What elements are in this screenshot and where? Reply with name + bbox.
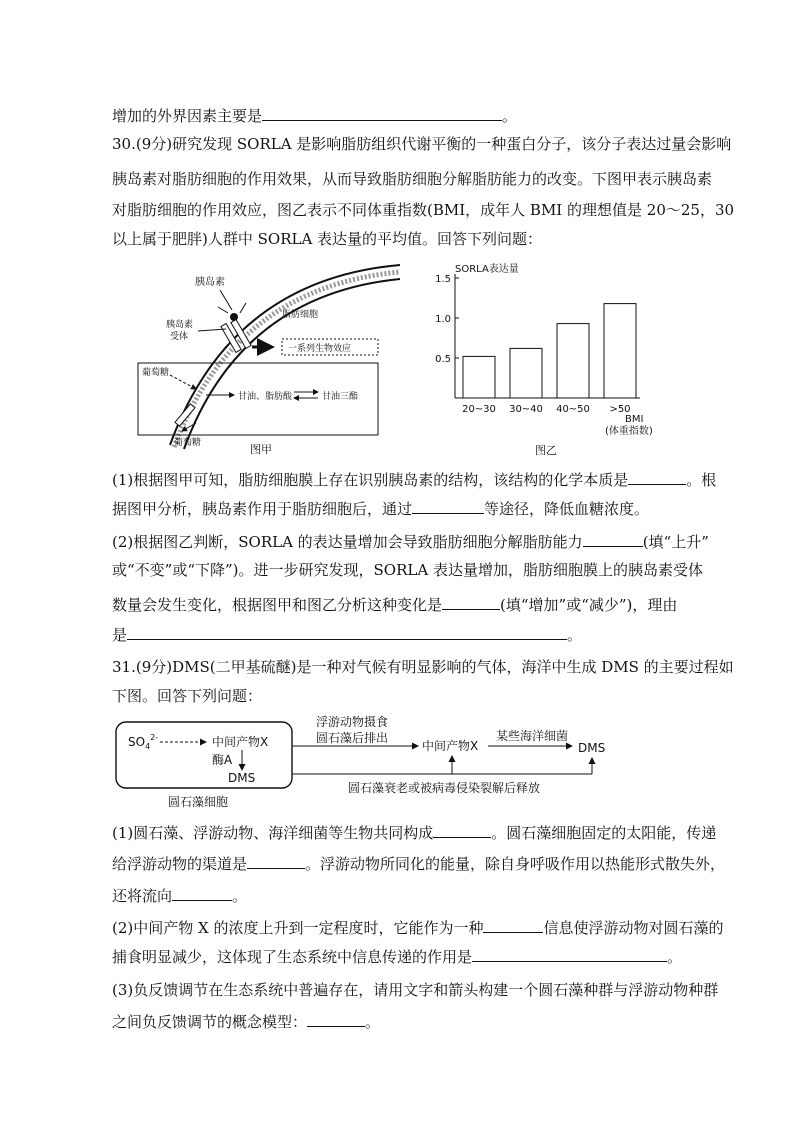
question-30-line: 对脂肪细胞的作用效应，图乙表示不同体重指数(BMI，成年人 BMI 的理想值是 20～25，30 [112,201,735,219]
text-line: (1)根据图甲可知，脂肪细胞膜上存在识别胰岛素的结构，该结构的化学本质是 。根 [112,471,717,489]
x-tick-label: 20~30 [462,404,496,415]
text-line: 是 。 [112,626,583,644]
y-tick-label: 1.0 [435,314,451,325]
x-tick-label: 40~50 [556,404,590,415]
question-30-line: 30.(9分)研究发现 SORLA 是影响脂肪组织代谢平衡的一种蛋白分子，该分子表达过量会影响 [112,135,732,153]
insulin-label: 胰岛素 [195,277,225,288]
text-line: 或“不变”或“下降”)。进一步研究发现，SORLA 表达量增加，脂肪细胞膜上的胰岛素受体 [112,561,703,579]
text-line: 之间负反馈调节的概念模型： 。 [112,1013,381,1031]
svg-text:甘油三酯: 甘油三酯 [322,392,359,402]
dms-2: DMS [578,741,606,755]
text-line: 据图甲分析，胰岛素作用于脂肪细胞后，通过 等途径，降低血糖浓度。 [112,500,650,518]
y-tick-label: 0.5 [435,354,451,365]
svg-text:受体: 受体 [170,332,189,342]
question-30-line: 胰岛素对脂肪细胞的作用效果，从而导致脂肪细胞分解脂肪能力的改变。下图甲表示胰岛素 [112,170,713,188]
text-line: 还将流向 。 [112,887,248,905]
answer-blank[interactable] [127,625,567,640]
answer-blank[interactable] [442,595,500,610]
svg-text:葡萄糖: 葡萄糖 [142,368,170,378]
coccolith-cell-label: 圆石藻细胞 [168,795,229,809]
svg-text:甘油、脂肪酸: 甘油、脂肪酸 [238,392,293,402]
bar [604,304,636,398]
figure-jia-caption: 图甲 [250,443,272,455]
question-30-line: 以上属于肥胖)人群中 SORLA 表达量的平均值。回答下列问题： [112,230,543,248]
marine-bacteria-label: 某些海洋细菌 [496,729,569,743]
text-line: (3)负反馈调节在生态系统中普遍存在，请用文字和箭头构建一个圆石藻种群与浮游动物种群 [112,981,719,999]
coccolith-cell-box [116,722,292,788]
dms-1: DMS [228,771,256,785]
y-tick-label: 1.5 [435,274,451,285]
text: 增加的外界因素主要是 [112,107,263,125]
text-line: 数量会发生变化，根据图甲和图乙分析这种变化是 (填“增加”或“减少”)，理由 [112,596,678,614]
answer-blank[interactable] [583,532,643,547]
answer-blank[interactable] [247,854,305,869]
so4-label: $SO_4^{2-}$ [128,733,159,751]
arrow-label-zooplankton-1: 浮游动物摄食 [316,715,389,729]
cell-label: 脂肪细胞 [282,310,319,320]
answer-blank[interactable] [483,918,543,933]
x-tick-label: >50 [609,404,631,415]
bottom-arrow-label: 圆石藻衰老或被病毒侵染裂解后释放 [348,781,541,795]
text-line: 捕食明显减少，这体现了生态系统中信息传递的作用是 。 [112,948,683,966]
answer-blank[interactable] [472,947,667,962]
answer-blank[interactable] [172,886,232,901]
answer-blank[interactable] [628,470,686,485]
intermediate-x-2: 中间产物X [422,739,479,753]
enzyme-a-label: 酶A [212,753,233,767]
chart-title: SORLA表达量 [455,264,519,275]
text-line: 给浮游动物的渠道是 。浮游动物所同化的能量，除自身呼吸作用以热能形式散失外， [112,855,726,873]
bar [463,356,495,398]
x-tick-label: 30~40 [509,404,543,415]
x-axis-label: BMI [625,414,644,425]
text: 。 [502,107,518,125]
receptor-label: 胰岛素 [166,320,194,330]
answer-blank[interactable] [307,1012,365,1027]
text-line: (2)中间产物 X 的浓度上升到一定程度时，它能作为一种 信息使浮游动物对圆石藻的 [112,919,724,937]
intermediate-x-1: 中间产物X [212,735,269,749]
figure-jia [110,255,420,455]
svg-text:葡萄糖: 葡萄糖 [174,438,202,448]
bar [557,324,589,398]
text-line [112,106,517,125]
bar [510,348,542,398]
svg-text:一系列生物效应: 一系列生物效应 [288,344,352,354]
answer-blank[interactable] [433,823,491,838]
figure-yi-chart [425,258,675,458]
question-31-line: 下图。回答下列问题： [112,687,263,705]
x-axis-label-sub: (体重指数) [605,426,653,437]
arrow-label-zooplankton-2: 圆石藻后排出 [316,731,389,745]
question-31-line: 31.(9分)DMS(二甲基硫醚)是一种对气候有明显影响的气体，海洋中生成 DMS 的主要过程如 [112,658,734,676]
figure-dms-diagram [112,712,622,812]
text-line: (2)根据图乙判断，SORLA 的表达量增加会导致脂肪细胞分解脂肪能力 (填“上升” [112,533,709,551]
answer-blank[interactable] [412,499,484,514]
figure-yi-caption: 图乙 [535,444,557,457]
answer-blank[interactable] [262,106,502,121]
text-line: (1)圆石藻、浮游动物、海洋细菌等生物共同构成 。圆石藻细胞固定的太阳能，传递 [112,824,717,842]
